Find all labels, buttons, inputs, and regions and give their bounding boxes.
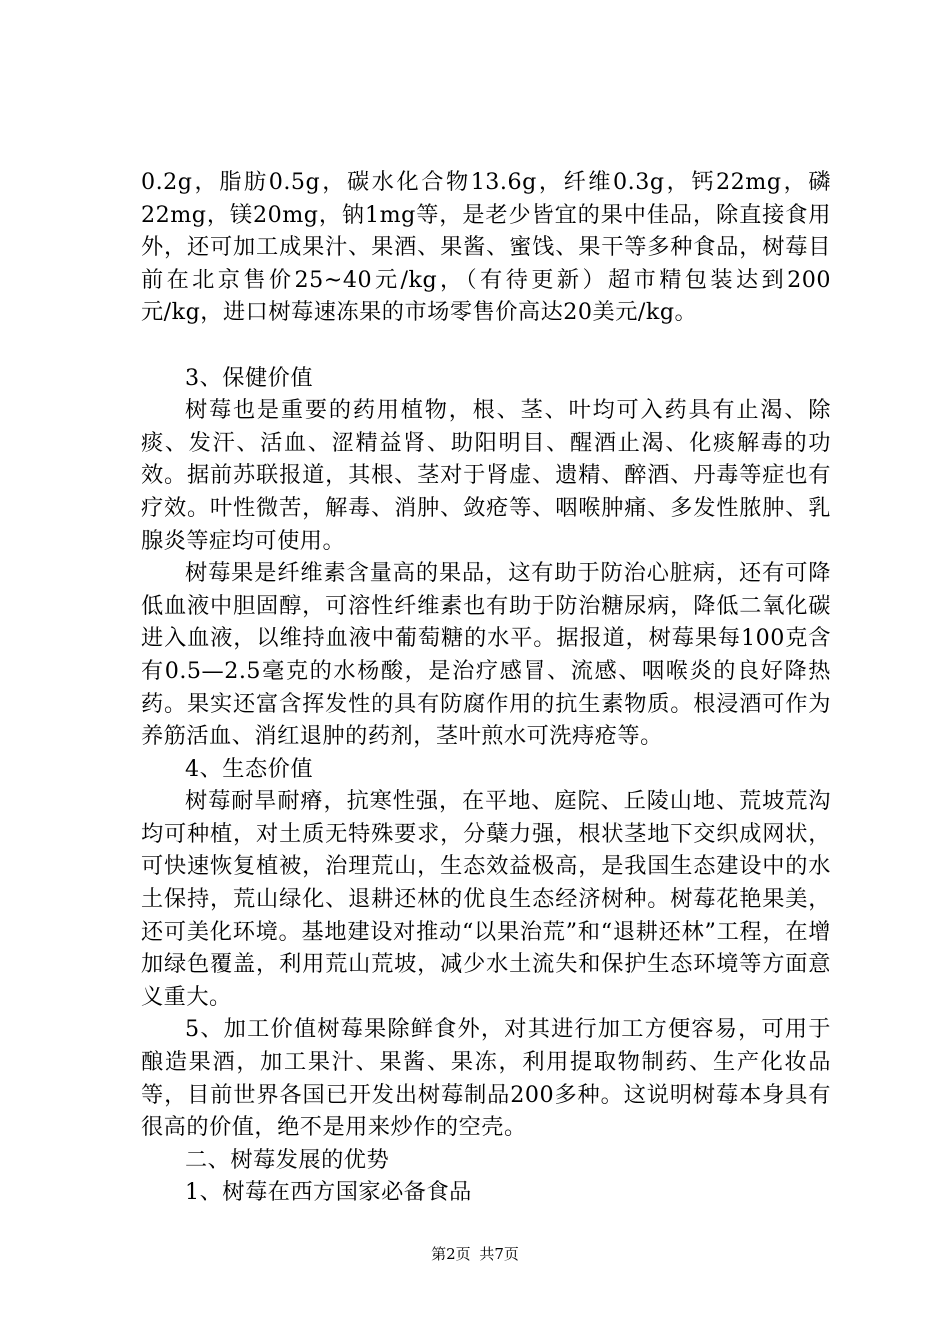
paragraph-medicinal: 树莓也是重要的药用植物，根、茎、叶均可入药具有止渴、除痰、发汗、活血、涩精益肾、助阳明目、醒酒止渴、化痰解毒的功效。据前苏联报道，其根、茎对于肾虚、遗精、醉酒、丹毒等症也有疗效。叶性微苦，解毒、消肿、敛疮等、咽喉肿痛、多发性脓肿、乳腺炎等症均可使用。 (141, 397, 831, 554)
document-body (141, 166, 831, 1209)
page-total: 共7页 (479, 1245, 519, 1263)
heading-ecological-value: 4、生态价值 (185, 755, 314, 782)
paragraph-ecological: 树莓耐旱耐瘠，抗寒性强，在平地、庭院、丘陵山地、荒坡荒沟均可种植，对土质无特殊要求，分蘖力强，根状茎地下交织成网状，可快速恢复植被，治理荒山，生态效益极高，是我国生态建设中的水土保持，荒山绿化、退耕还林的优良生态经济树种。树莓花艳果美，还可美化环境。基地建设对推动“以果治荒”和“退耕还林”工程，在增加绿色覆盖，利用荒山荒坡，减少水土流失和保护生态环境等方面意义重大。 (141, 788, 831, 1010)
heading-western-food: 1、树莓在西方国家必备食品 (185, 1179, 472, 1206)
page-footer (0, 1244, 950, 1264)
paragraph-nutrition: 0.2g，脂肪0.5g，碳水化合物13.6g，纤维0.3g，钙22mg，磷22mg，镁20mg，钠1mg等，是老少皆宜的果中佳品，除直接食用外，还可加工成果汁、果酒、果酱、蜜饯、果干等多种食品，树莓目前在北京售价25~40元/kg，（有待更新）超市精包装达到200元/kg，进口树莓速冻果的市场零售价高达20美元/kg。 (141, 169, 831, 326)
paragraph-processing: 5、加工价值树莓果除鲜食外，对其进行加工方便容易，可用于酿造果酒，加工果汁、果酱、果冻，利用提取物制药、生产化妆品等，目前世界各国已开发出树莓制品200多种。这说明树莓本身具有很高的价值，绝不是用来炒作的空壳。 (141, 1016, 831, 1141)
heading-advantages: 二、树莓发展的优势 (185, 1146, 390, 1173)
paragraph-fiber: 树莓果是纤维素含量高的果品，这有助于防治心脏病，还有可降低血液中胆固醇，可溶性纤维素也有助于防治糖尿病，降低二氧化碳进入血液，以维持血液中葡萄糖的水平。据报道，树莓果每100克含有0.5—2.5毫克的水杨酸，是治疗感冒、流感、咽喉炎的良好降热药。果实还富含挥发性的具有防腐作用的抗生素物质。根浸酒可作为养筋活血、消红退肿的药剂，茎叶煎水可洗痔疮等。 (141, 560, 831, 750)
paragraph-gap (141, 329, 831, 362)
heading-health-value: 3、保健价值 (185, 364, 314, 391)
page-number: 第2页 (431, 1245, 471, 1263)
